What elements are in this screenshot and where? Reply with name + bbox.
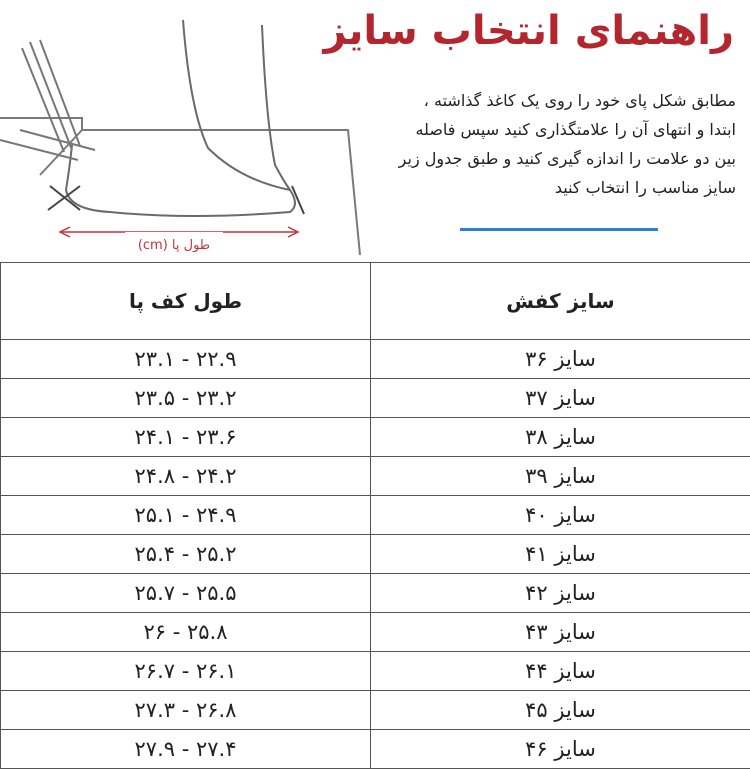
foot-length-cell: ۲۴.۹ - ۲۵.۱ (1, 496, 371, 535)
column-header-foot-length: طول کف پا (1, 263, 371, 340)
instruction-line: سایز مناسب را انتخاب کنید (396, 173, 736, 202)
shoe-size-cell: سایز ۳۷ (371, 379, 750, 418)
table-row (1, 730, 750, 769)
table-row (1, 457, 750, 496)
foot-length-cell: ۲۴.۲ - ۲۴.۸ (1, 457, 371, 496)
shoe-size-cell: سایز ۴۲ (371, 574, 750, 613)
foot-length-cell: ۲۳.۲ - ۲۳.۵ (1, 379, 371, 418)
table-row (1, 379, 750, 418)
shoe-size-cell: سایز ۴۵ (371, 691, 750, 730)
column-header-shoe-size: سایز کفش (371, 263, 750, 340)
table-row (1, 418, 750, 457)
table-row (1, 691, 750, 730)
table-header-row (1, 263, 750, 340)
instruction-line: مطابق شکل پای خود را روی یک کاغذ گذاشته ، (396, 86, 736, 115)
instruction-line: بین دو علامت را اندازه گیری کنید و طبق جدول زیر (396, 144, 736, 173)
instructions-text (396, 86, 736, 202)
measure-label: طول پا (cm) (138, 238, 210, 253)
shoe-size-cell: سایز ۳۹ (371, 457, 750, 496)
size-guide-table (0, 262, 750, 769)
table-row (1, 496, 750, 535)
foot-length-cell: ۲۲.۹ - ۲۳.۱ (1, 340, 371, 379)
shoe-size-cell: سایز ۴۳ (371, 613, 750, 652)
table-row (1, 535, 750, 574)
table-row (1, 613, 750, 652)
page-title: راهنمای انتخاب سایز (323, 8, 734, 54)
table-row (1, 574, 750, 613)
table-row (1, 652, 750, 691)
shoe-size-cell: سایز ۴۶ (371, 730, 750, 769)
leg-back-outline (262, 25, 290, 190)
shoe-size-cell: سایز ۴۴ (371, 652, 750, 691)
foot-length-cell: ۲۵.۲ - ۲۵.۴ (1, 535, 371, 574)
foot-length-cell: ۲۵.۵ - ۲۵.۷ (1, 574, 371, 613)
shoe-size-cell: سایز ۴۰ (371, 496, 750, 535)
foot-length-cell: ۲۷.۴ - ۲۷.۹ (1, 730, 371, 769)
shoe-size-cell: سایز ۳۸ (371, 418, 750, 457)
foot-outline (66, 20, 295, 216)
instruction-line: ابتدا و انتهای آن را علامتگذاری کنید سپس فاصله (396, 115, 736, 144)
pen-icon (0, 40, 95, 160)
table-row (1, 340, 750, 379)
divider-rule (460, 228, 658, 231)
foot-length-cell: ۲۳.۶ - ۲۴.۱ (1, 418, 371, 457)
toe-mark-icon (48, 186, 80, 210)
foot-length-cell: ۲۶.۸ - ۲۷.۳ (1, 691, 371, 730)
foot-length-cell: ۲۶.۱ - ۲۶.۷ (1, 652, 371, 691)
foot-measure-illustration (0, 0, 370, 262)
shoe-size-cell: سایز ۳۶ (371, 340, 750, 379)
shoe-size-cell: سایز ۴۱ (371, 535, 750, 574)
foot-length-cell: ۲۵.۸ - ۲۶ (1, 613, 371, 652)
